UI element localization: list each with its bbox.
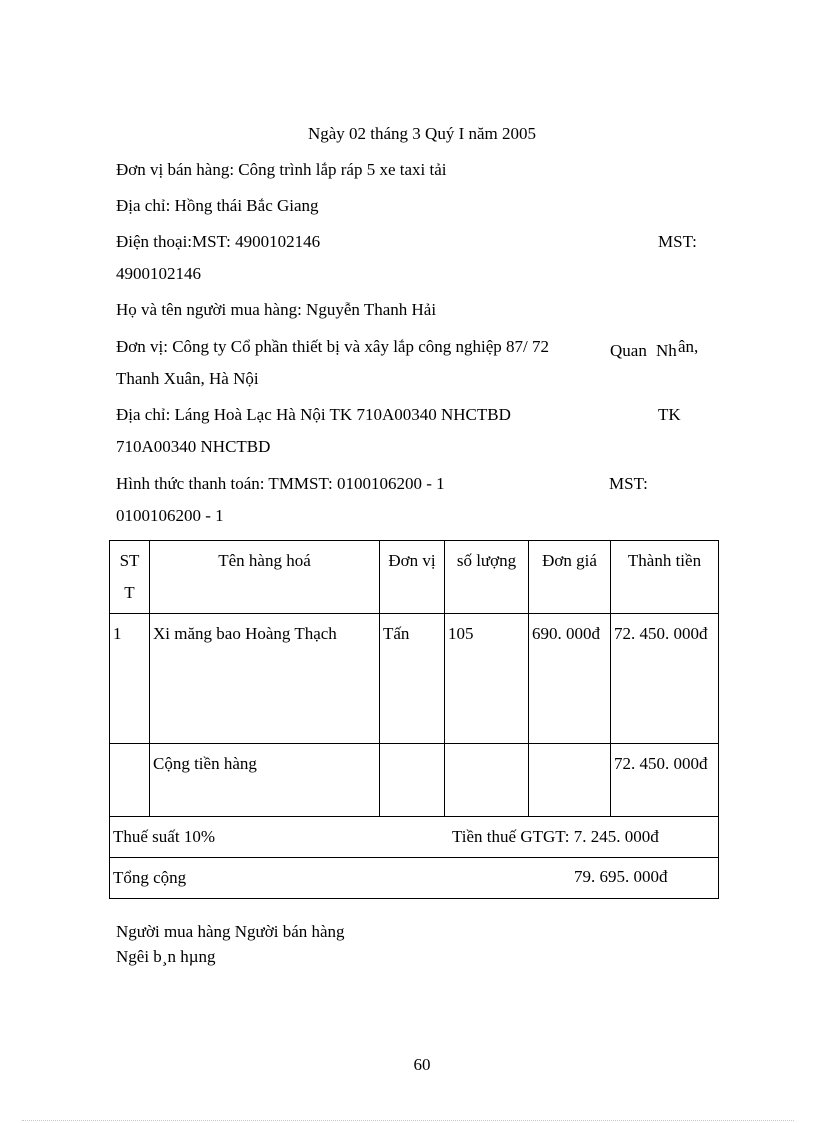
cell-empty [529, 744, 611, 817]
cell-unit: Tấn [380, 614, 445, 744]
cell-unit-price: 690. 000đ [529, 614, 611, 744]
cell-stt: 1 [110, 614, 150, 744]
total-label: Tổng cộng [113, 868, 187, 887]
signatures-garbled: Ngêi b¸n hµng [116, 947, 216, 966]
header-unit-price: Đơn giá [529, 541, 611, 614]
total-row [110, 858, 719, 899]
buyer-unit-part-b: Nh [656, 341, 677, 360]
buyer-unit-part-c: ân, [678, 337, 699, 356]
seller-mst-label: MST: [658, 232, 697, 251]
table-header-row [110, 541, 719, 614]
header-stt: ST T [110, 541, 150, 614]
buyer-tk-label: TK [658, 405, 681, 424]
payment-mst-value: 0100106200 - 1 [116, 506, 224, 525]
seller-address: Địa chỉ: Hồng thái Bắc Giang [116, 196, 319, 215]
buyer-tk-value: 710A00340 NHCTBD [116, 437, 271, 456]
seller-phone: Điện thoại:MST: 4900102146 [116, 232, 321, 251]
buyer-unit-part-a: Quan [610, 341, 647, 360]
buyer-address: Địa chỉ: Láng Hoà Lạc Hà Nội TK 710A00340 NHCTBD [116, 405, 511, 424]
cell-empty [445, 744, 529, 817]
tax-row [110, 817, 719, 858]
subtotal-row [110, 744, 719, 817]
cell-product-name: Xi măng bao Hoàng Thạch [150, 614, 380, 744]
header-amount: Thành tiền [611, 541, 719, 614]
header-quantity: số lượng [445, 541, 529, 614]
payment-method: Hình thức thanh toán: TMMST: 0100106200 - 1 [116, 474, 445, 493]
total-amount: 79. 695. 000đ [574, 867, 668, 886]
invoice-table [109, 540, 719, 899]
buyer-unit-line2: Thanh Xuân, Hà Nội [116, 369, 259, 388]
buyer-name: Họ và tên người mua hàng: Nguyễn Thanh Hải [116, 300, 437, 319]
seller-unit: Đơn vị bán hàng: Công trình lắp ráp 5 xe taxi tải [116, 160, 447, 179]
page-bottom-border [22, 1120, 794, 1121]
invoice-date: Ngày 02 tháng 3 Quý I năm 2005 [307, 124, 537, 143]
tax-rate: Thuế suất 10% [113, 827, 215, 846]
cell-quantity: 105 [445, 614, 529, 744]
seller-mst-value: 4900102146 [116, 264, 201, 283]
subtotal-label: Cộng tiền hàng [150, 744, 380, 817]
table-row [110, 614, 719, 744]
header-unit: Đơn vị [380, 541, 445, 614]
subtotal-amount: 72. 450. 000đ [611, 744, 719, 817]
payment-mst-label: MST: [609, 474, 648, 493]
tax-amount: Tiền thuế GTGT: 7. 245. 000đ [452, 827, 659, 846]
cell-empty [110, 744, 150, 817]
tax-cell [110, 817, 719, 858]
page-number: 60 [413, 1055, 431, 1074]
signatures: Người mua hàng Người bán hàng [116, 922, 345, 941]
cell-empty [380, 744, 445, 817]
total-cell [110, 858, 719, 899]
header-product-name: Tên hàng hoá [150, 541, 380, 614]
cell-amount: 72. 450. 000đ [611, 614, 719, 744]
buyer-unit: Đơn vị: Công ty Cổ phần thiết bị và xây lắp công nghiệp 87/ 72 [116, 337, 549, 356]
